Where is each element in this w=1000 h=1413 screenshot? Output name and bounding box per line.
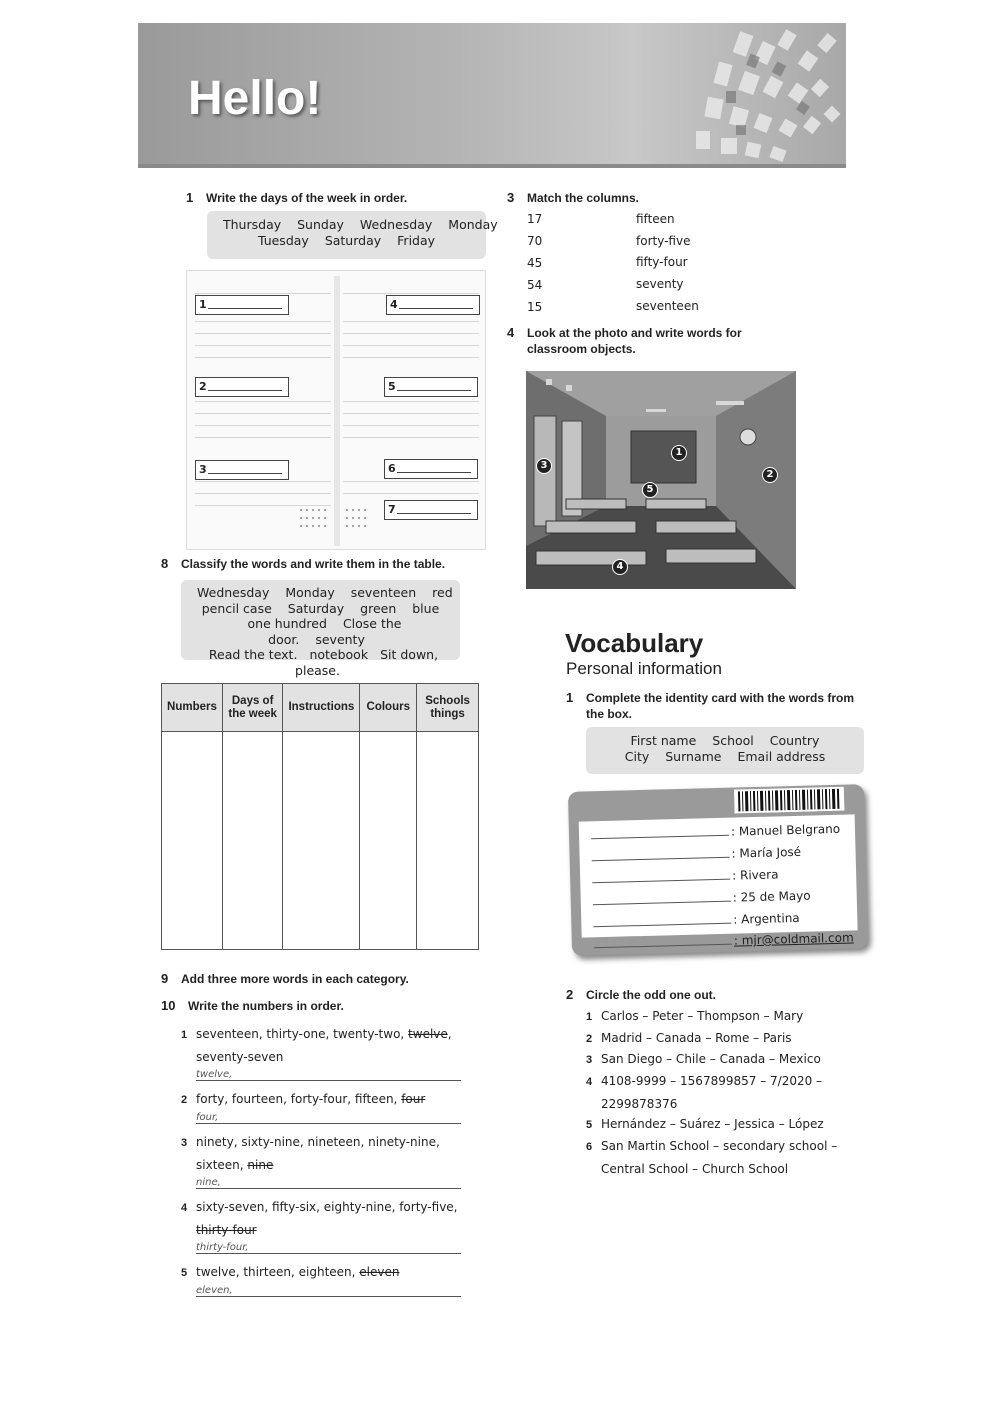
item-number: 3 — [586, 1054, 593, 1066]
match-word[interactable]: seventy — [636, 277, 684, 291]
ex8-number: 8 — [161, 556, 169, 571]
item-text: 2299878376 — [601, 1096, 678, 1111]
item-number: 3 — [181, 1137, 188, 1149]
card-value: : mjr@coldmail.com — [733, 930, 854, 948]
photo-marker-2: 2 — [762, 467, 778, 483]
item-text: Madrid – Canada – Rome – Paris — [601, 1031, 792, 1045]
ex10-text: Write the numbers in order. — [188, 999, 344, 1013]
day-slot-4[interactable] — [386, 295, 480, 315]
match-number[interactable]: 45 — [527, 256, 543, 270]
match-number[interactable]: 17 — [527, 212, 543, 226]
answer-line[interactable]: eleven, — [196, 1285, 461, 1297]
word: Wednesday — [359, 217, 433, 232]
card-value: : Argentina — [733, 910, 800, 927]
word: seventeen — [350, 585, 417, 600]
ex1-instruction — [186, 190, 407, 205]
item-number: 6 — [586, 1141, 593, 1153]
card-body — [579, 814, 858, 948]
ex10-item-1 — [181, 1023, 452, 1068]
item-text: forty, fourteen, forty-four, fifteen, — [196, 1092, 402, 1106]
tiles-decoration — [586, 23, 846, 168]
item-text: sixty-seven, fifty-six, eighty-nine, forty-five, — [196, 1200, 458, 1214]
word: green — [360, 600, 397, 616]
item-text: Hernández – Suárez – Jessica – López — [601, 1117, 824, 1131]
card-field[interactable] — [594, 930, 854, 951]
ex10-instruction — [161, 998, 344, 1013]
ex1-text: Write the days of the week in order. — [206, 191, 408, 205]
match-number[interactable]: 70 — [527, 234, 543, 248]
item-number: 5 — [586, 1119, 593, 1131]
card-field[interactable] — [591, 845, 801, 864]
word: Monday — [285, 585, 335, 600]
photo-marker-1: 1 — [671, 445, 687, 461]
match-word[interactable]: fifty-four — [636, 255, 688, 269]
slot-number: 1 — [199, 298, 207, 311]
word: red — [432, 585, 453, 600]
item-text: Carlos – Peter – Thompson – Mary — [601, 1009, 804, 1023]
word: School — [712, 733, 754, 748]
slot-number: 2 — [199, 380, 207, 393]
table-header: Numbers — [162, 684, 223, 732]
table-header: Days of the week — [222, 684, 283, 732]
word: Read the text. — [208, 647, 298, 662]
item-number: 1 — [181, 1029, 188, 1041]
card-value: : 25 de Mayo — [732, 888, 811, 905]
word: First name — [630, 733, 697, 748]
classroom-photo — [526, 371, 796, 589]
word: Close the door. — [268, 616, 402, 647]
word: Tuesday — [257, 233, 309, 248]
ex8-word-box — [181, 580, 460, 678]
word: Saturday — [287, 600, 345, 616]
odd-item-6[interactable] — [586, 1136, 837, 1180]
ex8-text: Classify the words and write them in the table. — [181, 557, 446, 571]
table-header: Colours — [360, 684, 417, 732]
ex3-instruction — [507, 190, 639, 205]
page-title: Hello! — [188, 72, 322, 125]
item-text: 4108-9999 – 1567899857 – 7/2020 – — [601, 1074, 823, 1088]
odd-item-4[interactable] — [586, 1071, 822, 1115]
photo-marker-3: 3 — [536, 458, 552, 474]
table-header: Instructions — [283, 684, 360, 732]
item-text: , — [447, 1027, 452, 1041]
v2-number: 2 — [566, 987, 574, 1002]
calendar-grid-icon — [295, 504, 385, 544]
card-field[interactable] — [593, 911, 800, 930]
card-field[interactable] — [592, 867, 779, 886]
photo-marker-5: 5 — [642, 482, 658, 498]
v1-instruction — [566, 690, 866, 722]
ex8-instruction — [161, 556, 445, 571]
classroom-illustration — [526, 371, 796, 589]
word: pencil case — [201, 600, 272, 616]
item-number: 5 — [181, 1267, 188, 1279]
day-slot-6[interactable] — [384, 459, 478, 479]
word: notebook — [309, 647, 369, 662]
word: Monday — [448, 217, 498, 232]
word: Wednesday — [197, 585, 270, 600]
diary-image — [186, 270, 486, 550]
answer-line[interactable]: four, — [196, 1112, 461, 1124]
struck-word: twelve — [408, 1027, 448, 1041]
match-word[interactable]: forty-five — [636, 234, 691, 248]
item-text: twelve, thirteen, eighteen, — [196, 1265, 360, 1279]
photo-marker-4: 4 — [612, 559, 628, 575]
answer-line[interactable]: nine, — [196, 1177, 461, 1189]
ex10-item-3 — [181, 1131, 440, 1176]
ex4-text: Look at the photo and write words for classroom objects. — [527, 326, 742, 356]
day-slot-5[interactable] — [384, 377, 478, 397]
table-cell[interactable] — [417, 732, 479, 950]
odd-item-5[interactable] — [586, 1114, 824, 1137]
match-word[interactable]: seventeen — [636, 299, 699, 313]
table-cell[interactable] — [162, 732, 223, 950]
card-field[interactable] — [593, 889, 811, 909]
item-number: 4 — [181, 1202, 188, 1214]
day-slot-7[interactable] — [384, 500, 478, 520]
classification-table — [161, 683, 479, 950]
item-text: seventy-seven — [196, 1050, 284, 1064]
word: seventy — [315, 631, 365, 647]
table-header: Schools things — [417, 684, 479, 732]
ex10-number: 10 — [161, 998, 176, 1013]
table-cell[interactable] — [283, 732, 360, 950]
answer-line[interactable]: thirty-four, — [196, 1242, 461, 1254]
word: Surname — [665, 749, 722, 764]
v1-text: Complete the identity card with the words from the box. — [586, 691, 855, 721]
barcode-icon — [734, 787, 845, 814]
word: blue — [412, 600, 440, 616]
item-text: San Diego – Chile – Canada – Mexico — [601, 1052, 821, 1066]
v1-number: 1 — [566, 690, 574, 705]
struck-word: nine — [247, 1158, 274, 1172]
table-cell[interactable] — [222, 732, 283, 950]
word: Thursday — [223, 217, 282, 232]
slot-number: 7 — [388, 503, 396, 516]
match-number[interactable]: 54 — [527, 278, 543, 292]
word: Email address — [737, 749, 826, 764]
header-banner — [138, 23, 846, 168]
ex9-instruction — [161, 971, 409, 986]
ex1-word-box — [207, 211, 498, 259]
day-slot-3[interactable] — [195, 460, 289, 480]
word: Country — [769, 733, 820, 748]
word: one hundred — [247, 616, 327, 631]
item-text: Central School – Church School — [601, 1161, 789, 1176]
card-value: : Rivera — [731, 867, 779, 883]
ex4-number: 4 — [507, 325, 515, 340]
struck-word: four — [401, 1092, 426, 1106]
day-slot-2[interactable] — [195, 377, 289, 397]
item-text: sixteen, — [196, 1158, 248, 1172]
odd-item-1[interactable] — [586, 1006, 803, 1029]
item-number: 1 — [586, 1011, 593, 1023]
word: Sunday — [297, 217, 344, 232]
item-number: 4 — [586, 1076, 593, 1088]
ex1-number: 1 — [186, 190, 194, 205]
ex10-item-2 — [181, 1088, 425, 1111]
word: Sit down, please. — [295, 647, 439, 678]
item-number: 2 — [181, 1094, 188, 1106]
v1-word-box — [586, 727, 864, 774]
item-text: ninety, sixty-nine, nineteen, ninety-nine, — [196, 1135, 440, 1149]
slot-number: 6 — [388, 462, 396, 475]
word: City — [624, 749, 650, 764]
v2-text: Circle the odd one out. — [586, 988, 717, 1002]
item-text: seventeen, thirty-one, twenty-two, — [196, 1027, 409, 1041]
answer-line[interactable]: twelve, — [196, 1069, 461, 1081]
item-text: San Martin School – secondary school – — [601, 1139, 838, 1153]
ex4-instruction — [507, 325, 807, 357]
day-slot-1[interactable] — [195, 295, 289, 315]
struck-word: thirty-four — [196, 1223, 257, 1237]
card-field[interactable] — [591, 822, 840, 843]
ex3-number: 3 — [507, 190, 515, 205]
identity-card — [568, 784, 868, 956]
slot-number: 4 — [390, 298, 398, 311]
match-word[interactable]: fifteen — [636, 212, 675, 226]
ex10-item-5 — [181, 1261, 399, 1284]
match-number[interactable]: 15 — [527, 300, 543, 314]
ex9-text: Add three more words in each category. — [181, 972, 409, 986]
vocabulary-title: Vocabulary — [565, 628, 704, 658]
ex10-item-4 — [181, 1196, 458, 1241]
slot-number: 5 — [388, 380, 396, 393]
word: Friday — [397, 233, 436, 248]
table-cell[interactable] — [360, 732, 417, 950]
odd-item-3[interactable] — [586, 1049, 821, 1072]
odd-item-2[interactable] — [586, 1028, 792, 1051]
card-value: : María José — [731, 844, 802, 861]
v2-instruction — [566, 987, 716, 1002]
word: Saturday — [324, 233, 382, 248]
slot-number: 3 — [199, 463, 207, 476]
ex3-text: Match the columns. — [527, 191, 640, 205]
struck-word: eleven — [359, 1265, 400, 1279]
card-value: : Manuel Belgrano — [730, 821, 841, 839]
item-number: 2 — [586, 1033, 593, 1045]
vocabulary-subtitle: Personal information — [566, 659, 722, 678]
ex9-number: 9 — [161, 971, 169, 986]
